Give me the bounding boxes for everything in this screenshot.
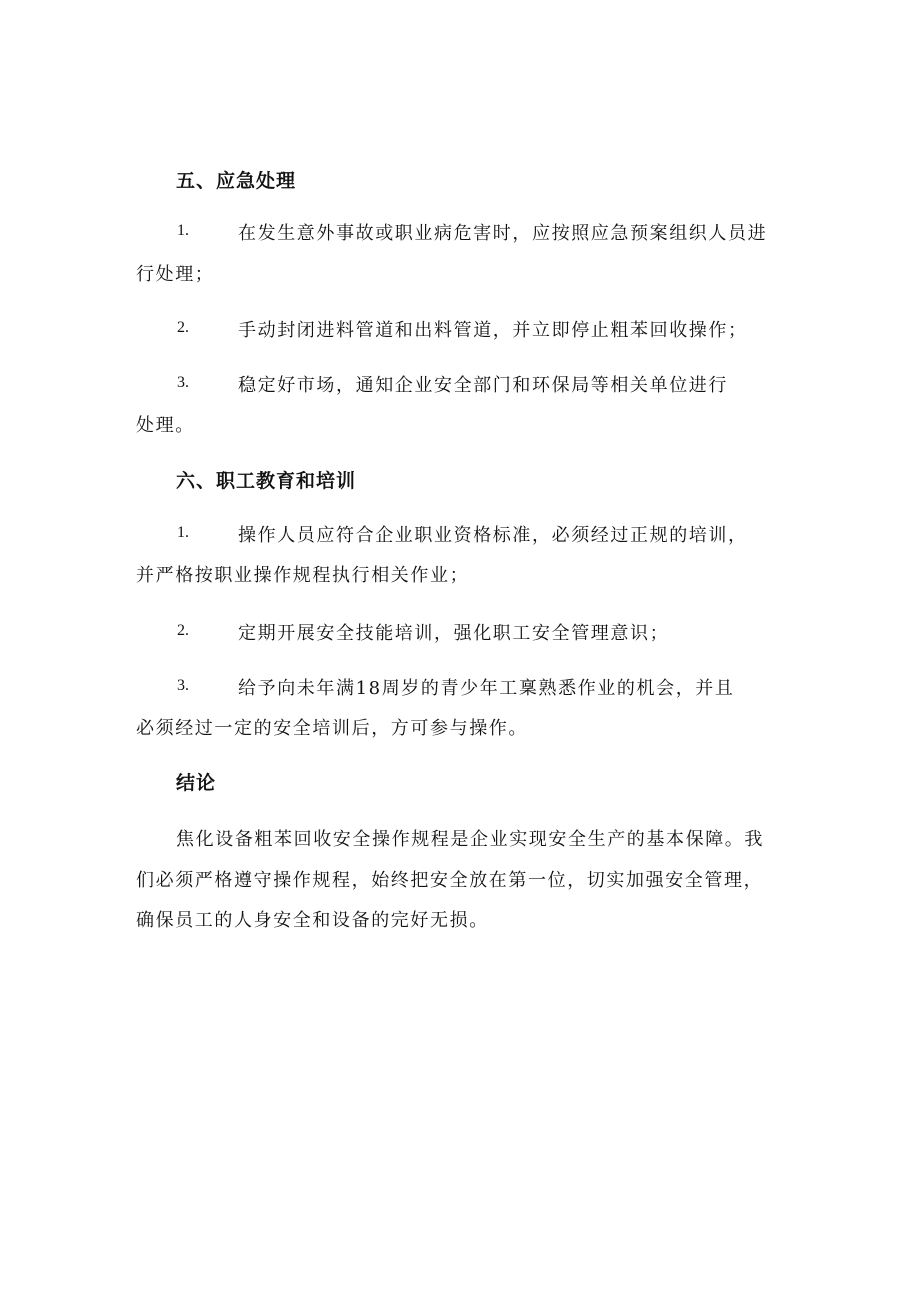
item-text-line: 处理。 bbox=[136, 415, 195, 436]
conclusion-heading: 结论 bbox=[176, 772, 217, 794]
item-number: 1. bbox=[177, 222, 189, 239]
item-text-line: 手动封闭进料管道和出料管道，并立即停止粗苯回收操作； bbox=[238, 320, 748, 341]
item-text-line: 必须经过一定的安全培训后，方可参与操作。 bbox=[136, 718, 528, 739]
item-text-line: 并严格按职业操作规程执行相关作业； bbox=[136, 565, 470, 586]
section-heading-training: 六、职工教育和培训 bbox=[176, 470, 357, 492]
item-number: 3. bbox=[177, 374, 189, 391]
item-text-line: 给予向未年满18周岁的青少年工稟熟悉作业的机会，并且 bbox=[238, 678, 735, 699]
conclusion-text-line: 确保员工的人身安全和设备的完好无损。 bbox=[136, 910, 489, 931]
item-number: 2. bbox=[177, 319, 189, 336]
item-number: 2. bbox=[177, 622, 189, 639]
item-number: 1. bbox=[177, 524, 189, 541]
conclusion-text-line: 们必须严格遵守操作规程，始终把安全放在第一位，切实加强安全管理， bbox=[136, 870, 764, 891]
item-text-line: 稳定好市场，通知企业安全部门和环保局等相关单位进行 bbox=[238, 375, 728, 396]
item-number: 3. bbox=[177, 677, 189, 694]
item-text-line: 定期开展安全技能培训，强化职工安全管理意识； bbox=[238, 623, 670, 644]
item-text-line: 操作人员应符合企业职业资格标准，必须经过正规的培训， bbox=[238, 525, 748, 546]
section-heading-emergency: 五、应急处理 bbox=[176, 170, 297, 192]
item-text-line: 在发生意外事故或职业病危害时，应按照应急预案组织人员进 bbox=[238, 223, 768, 244]
conclusion-text-line: 焦化设备粗苯回收安全操作规程是企业实现安全生产的基本保障。我 bbox=[176, 829, 764, 850]
item-text-line: 行处理； bbox=[136, 264, 215, 285]
